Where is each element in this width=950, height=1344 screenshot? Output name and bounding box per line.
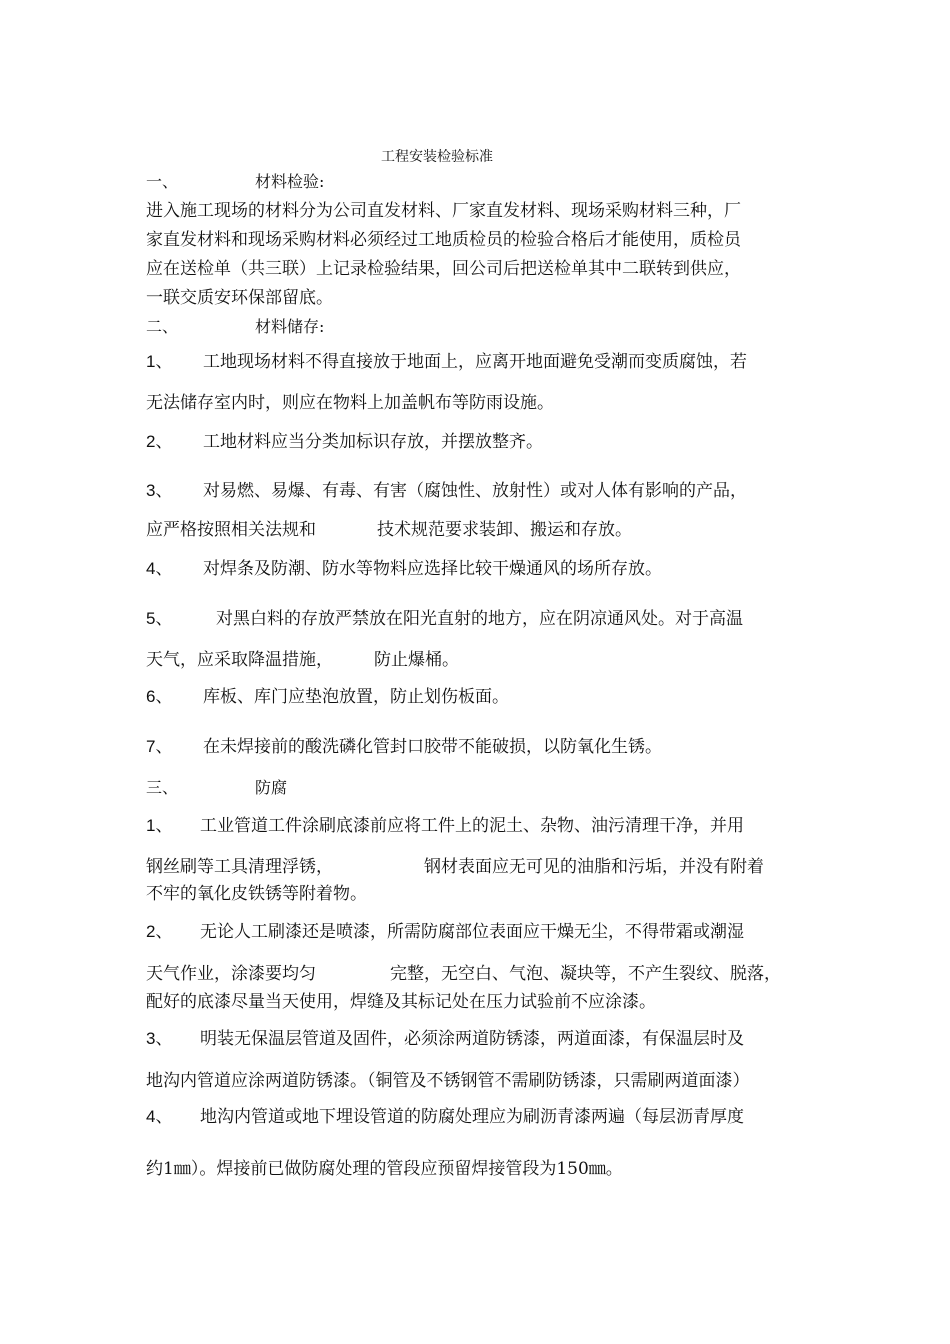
list-item-text: 对易燃、易爆、有毒、有害（腐蚀性、放射性）或对人体有影响的产品， [203, 481, 747, 501]
list-item-number: 1、 [146, 352, 173, 371]
list-item-number: 3、 [146, 1029, 173, 1048]
document-title: 工程安装检验标准 [381, 149, 493, 165]
list-item-text: 不牢的氧化皮铁锈等附着物。 [146, 884, 367, 904]
list-item-text: 对黑白料的存放严禁放在阳光直射的地方，应在阴凉通风处。对于高温 [216, 609, 743, 629]
list-item-text: 对焊条及防潮、防水等物料应选择比较干燥通风的场所存放。 [203, 559, 662, 579]
list-item-text: 工地现场材料不得直接放于地面上，应离开地面避免受潮而变质腐蚀，若 [203, 352, 747, 372]
section-1-text-line: 家直发材料和现场采购材料必须经过工地质检员的检验合格后才能使用，质检员 [146, 230, 741, 250]
list-item-text: 在未焊接前的酸洗磷化管封口胶带不能破损，以防氧化生锈。 [203, 737, 662, 757]
list-item-text: 应严格按照相关法规和 [146, 520, 316, 540]
list-item-text: 无法储存室内时，则应在物料上加盖帆布等防雨设施。 [146, 393, 554, 413]
list-item-text: 完整，无空白、气泡、凝块等，不产生裂纹、脱落， [390, 964, 781, 984]
list-item-text: 配好的底漆尽量当天使用，焊缝及其标记处在压力试验前不应涂漆。 [146, 992, 656, 1012]
section-1-text-line: 应在送检单（共三联）上记录检验结果，回公司后把送检单其中二联转到供应， [146, 259, 741, 279]
list-item-number: 4、 [146, 559, 173, 578]
section-2-title: 材料储存: [255, 317, 325, 336]
list-item-text: 天气作业，涂漆要均匀 [146, 964, 316, 984]
list-item-text: 技术规范要求装卸、搬运和存放。 [377, 520, 632, 540]
list-item-text: 库板、库门应垫泡放置，防止划伤板面。 [203, 687, 509, 707]
list-item-number: 6、 [146, 687, 173, 706]
section-1-number: 一、 [146, 172, 179, 191]
list-item-number: 7、 [146, 737, 173, 756]
section-3-title: 防腐 [255, 778, 288, 797]
list-item-text: 天气，应采取降温措施， [146, 650, 333, 670]
list-item-text: 无论人工刷漆还是喷漆，所需防腐部位表面应干燥无尘，不得带霜或潮湿 [200, 922, 744, 942]
list-item-text: 明装无保温层管道及固件，必须涂两道防锈漆，两道面漆，有保温层时及 [200, 1029, 744, 1049]
list-item-number: 1、 [146, 816, 173, 835]
list-item-text: 工业管道工件涂刷底漆前应将工件上的泥土、杂物、油污清理干净，并用 [200, 816, 744, 836]
list-item-number: 2、 [146, 432, 173, 451]
list-item-text: 约1㎜）。焊接前已做防腐处理的管段应预留焊接管段为150㎜。 [146, 1159, 623, 1179]
section-1-text-line: 一联交质安环保部留底。 [146, 288, 333, 308]
list-item-text: 防止爆桶。 [374, 650, 459, 670]
section-1-title: 材料检验: [255, 172, 325, 191]
list-item-number: 2、 [146, 922, 173, 941]
section-2-number: 二、 [146, 317, 179, 336]
list-item-number: 5、 [146, 609, 173, 628]
section-1-text-line: 进入施工现场的材料分为公司直发材料、厂家直发材料、现场采购材料三种，厂 [146, 201, 741, 221]
list-item-text: 钢材表面应无可见的油脂和污垢，并没有附着 [424, 857, 764, 877]
list-item-text: 地沟内管道应涂两道防锈漆。（铜管及不锈钢管不需刷防锈漆，只需刷两道面漆） [146, 1071, 750, 1091]
list-item-text: 钢丝刷等工具清理浮锈， [146, 857, 333, 877]
section-3-number: 三、 [146, 778, 179, 797]
list-item-text: 地沟内管道或地下埋设管道的防腐处理应为刷沥青漆两遍（每层沥青厚度 [200, 1107, 744, 1127]
list-item-number: 3、 [146, 481, 173, 500]
list-item-text: 工地材料应当分类加标识存放，并摆放整齐。 [203, 432, 543, 452]
list-item-number: 4、 [146, 1107, 173, 1126]
